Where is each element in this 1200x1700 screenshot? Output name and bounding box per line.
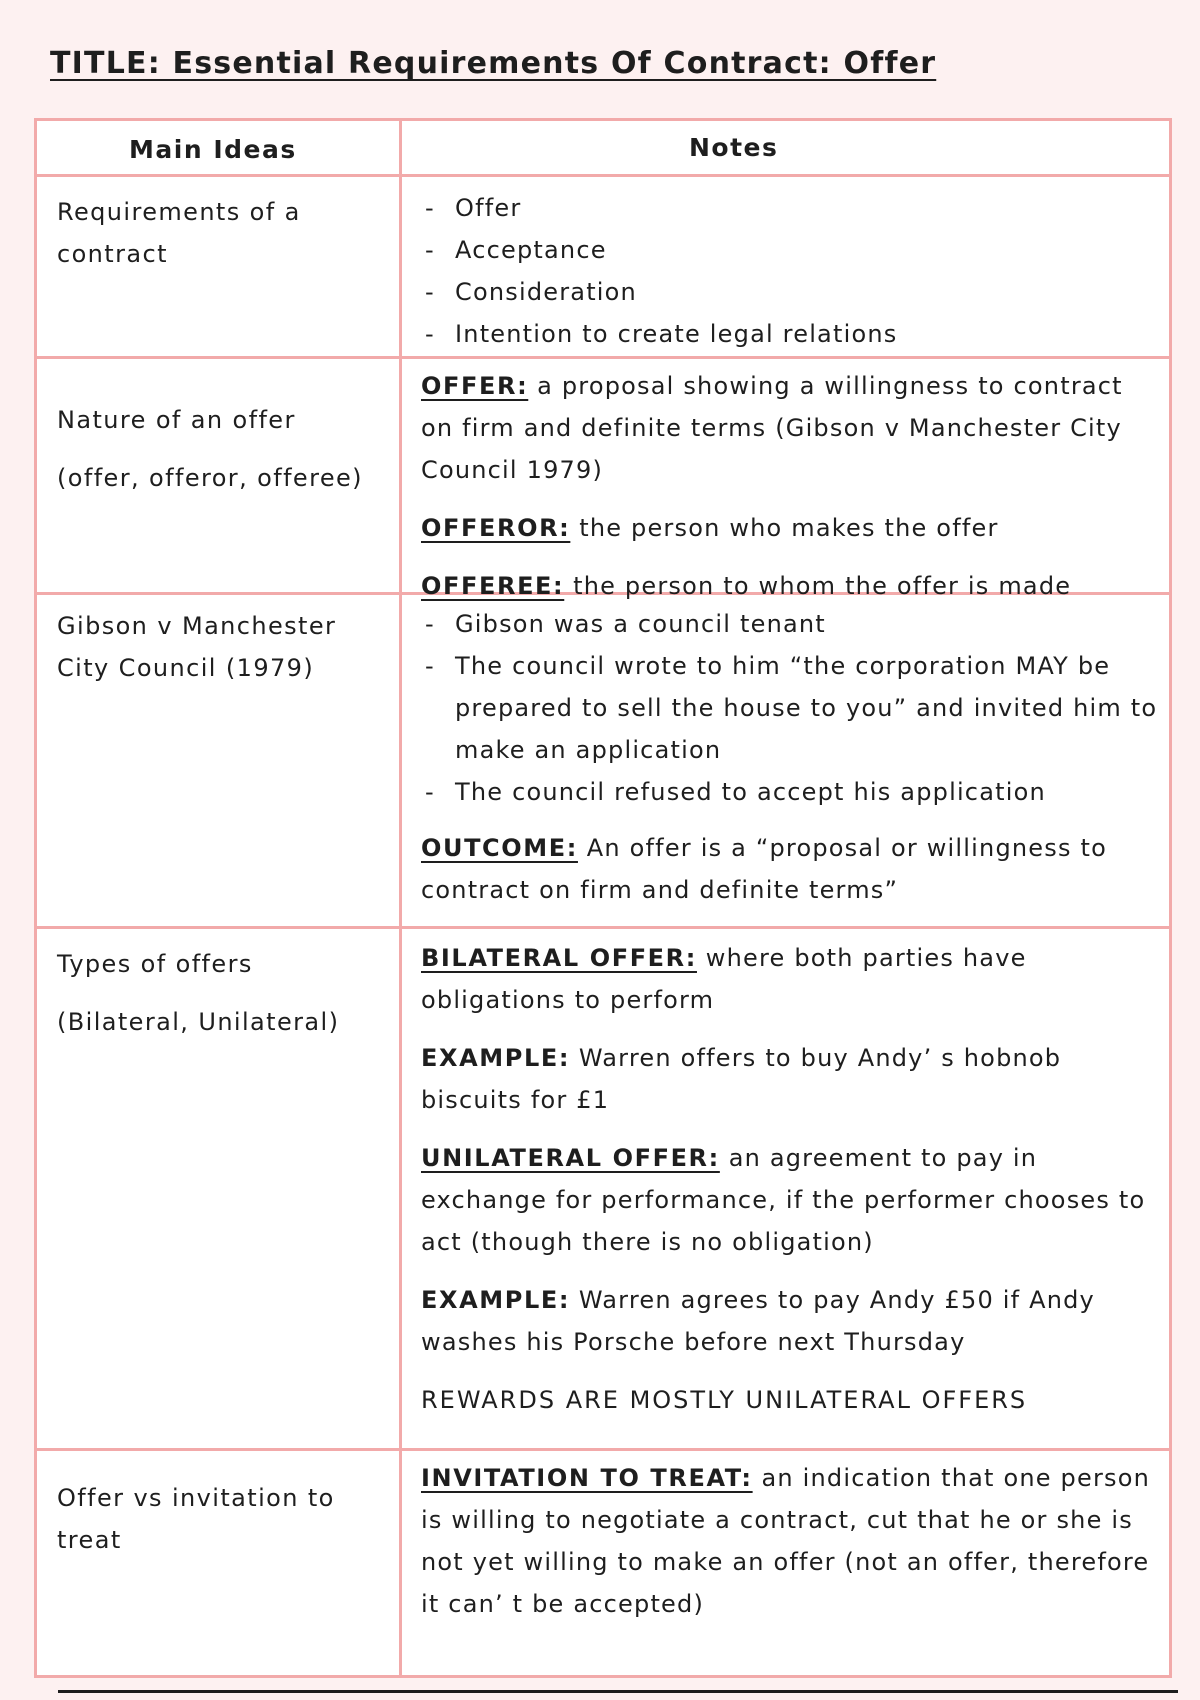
header-main-ideas: Main Ideas [129, 135, 297, 164]
notes-cell [421, 365, 1161, 607]
definition-text: the person to whom the offer is made [573, 572, 1072, 600]
row-types-of-offers [37, 929, 1169, 1451]
cornell-notes-table [34, 118, 1172, 1678]
main-idea-line: Nature of an offer [57, 406, 296, 434]
main-idea-line: Types of offers [57, 950, 253, 978]
row-nature-of-offer [37, 359, 1169, 600]
main-idea-line: (offer, offeror, offeree) [57, 464, 363, 492]
list-item: - The council refused to accept his application [421, 771, 1161, 813]
term: EXAMPLE: [421, 1044, 571, 1072]
list-item: - Acceptance [421, 229, 1161, 271]
example-bilateral [421, 1037, 1161, 1121]
definition-text: an agreement to pay in exchange for performance, if the performer chooses to act (though there is no obligation) [421, 1144, 1146, 1256]
main-idea-line: (Bilateral, Unilateral) [57, 1008, 340, 1036]
example-text: Warren agrees to pay Andy £50 if Andy washes his Porsche before next Thursday [421, 1286, 1095, 1356]
row-invitation-to-treat [37, 1451, 1169, 1681]
bilateral-offer [421, 937, 1161, 1021]
main-idea: Gibson v Manchester City Council (1979) [57, 612, 337, 682]
term: UNILATERAL OFFER: [421, 1144, 720, 1172]
definition-text: an indication that one person is willing to negotiate a contract, cut that he or she is not yet willing to make an offer (not an offer, therefore it can’ t be accepted) [421, 1464, 1151, 1618]
main-idea [57, 943, 387, 1043]
notes-cell [421, 187, 1161, 355]
example-unilateral [421, 1279, 1161, 1363]
row-gibson-case [37, 595, 1169, 929]
term: INVITATION TO TREAT: [421, 1464, 753, 1492]
definition-offer [421, 365, 1161, 491]
term: EXAMPLE: [421, 1286, 571, 1314]
row-requirements [37, 177, 1169, 359]
notes-cell [421, 603, 1161, 911]
list-item: - The council wrote to him “the corporation MAY be prepared to sell the house to you” and invited him to make an application [421, 645, 1161, 771]
definition-text: the person who makes the offer [579, 514, 999, 542]
notes-cell [421, 937, 1161, 1421]
main-idea: Requirements of a contract [57, 198, 301, 268]
main-idea [57, 399, 387, 499]
outcome [421, 827, 1161, 911]
main-idea: Offer vs invitation to treat [57, 1484, 335, 1554]
notes-cell [421, 1457, 1161, 1625]
invitation-to-treat-definition [421, 1457, 1161, 1625]
term: OFFEROR: [421, 514, 571, 542]
example-text: Warren offers to buy Andy’ s hobnob biscuits for £1 [421, 1044, 1062, 1114]
term: BILATERAL OFFER: [421, 944, 697, 972]
header-row [37, 121, 1169, 177]
outcome-text: An offer is a “proposal or willingness to contract on firm and definite terms” [421, 834, 1107, 904]
list-item: - Consideration [421, 271, 1161, 313]
unilateral-offer [421, 1137, 1161, 1263]
page-title: TITLE: Essential Requirements Of Contract: Offer [50, 46, 937, 81]
header-notes: Notes [689, 133, 779, 162]
term: OFFER: [421, 372, 529, 400]
rewards-note: REWARDS ARE MOSTLY UNILATERAL OFFERS [421, 1386, 1028, 1414]
definition-text: a proposal showing a willingness to contract on firm and definite terms (Gibson v Manchester City Council 1979) [421, 372, 1123, 484]
list-item: - Intention to create legal relations [421, 313, 1161, 355]
list-item: - Gibson was a council tenant [421, 603, 1161, 645]
definition-text: where both parties have obligations to perform [421, 944, 1027, 1014]
term: OFFEREE: [421, 572, 565, 600]
footer-divider [58, 1690, 1178, 1693]
definition-offeror [421, 507, 1161, 549]
list-item: - Offer [421, 187, 1161, 229]
term: OUTCOME: [421, 834, 578, 862]
